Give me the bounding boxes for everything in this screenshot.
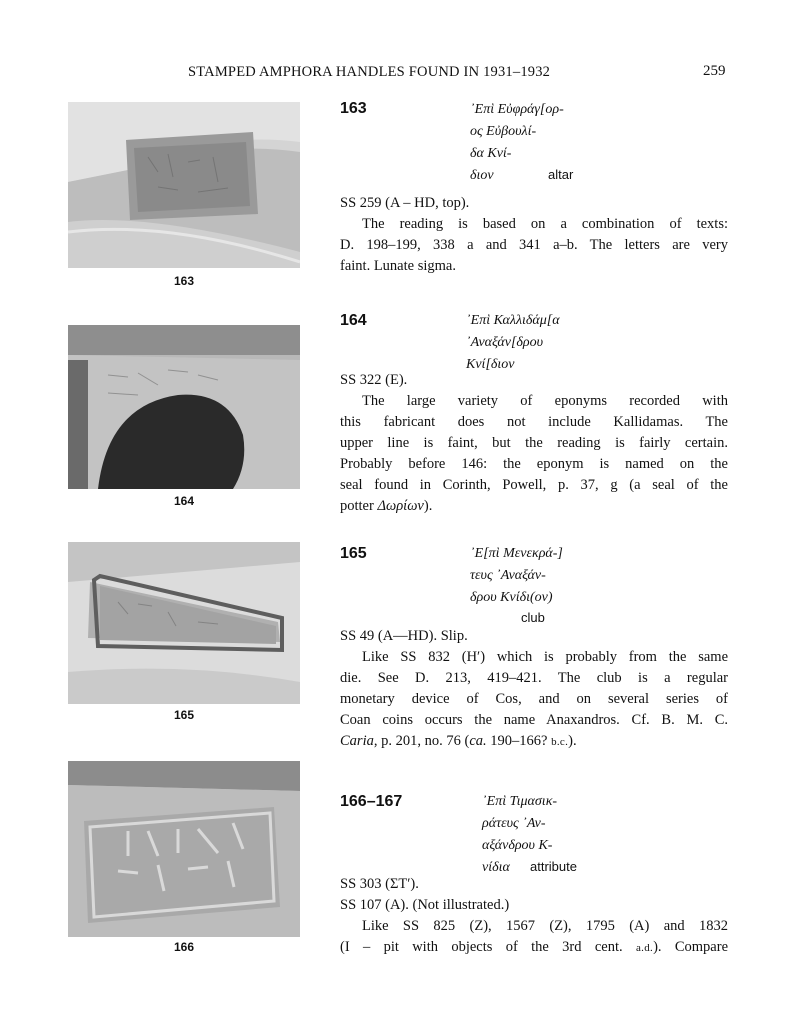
entry-number: 164 xyxy=(340,312,367,329)
body-line: Like SS 832 (H′) which is probably from the same xyxy=(362,649,728,665)
photo-166 xyxy=(68,761,300,937)
body-line: (I – pit with objects of the 3rd cent. a.d.). Compare xyxy=(340,939,728,955)
figure-caption: 166 xyxy=(173,940,195,954)
entry-number: 166–167 xyxy=(340,793,403,810)
body-line: SS 259 (A – HD, top). xyxy=(340,195,470,211)
body-line: Caria, p. 201, no. 76 (ca. 190–166? b.c.). xyxy=(340,733,577,749)
body-line: upper line is faint, but the reading is fairly certain. xyxy=(340,435,728,451)
body-line: faint. Lunate sigma. xyxy=(340,258,456,274)
symbol-label: club xyxy=(521,610,545,625)
page-number: 259 xyxy=(703,63,726,79)
body-line: Like SS 825 (Z), 1567 (Z), 1795 (A) and 1832 xyxy=(362,918,728,934)
body-line: this fabricant does not include Kallidamas. The xyxy=(340,414,728,430)
body-line: Probably before 146: the eponym is named on the xyxy=(340,456,728,472)
figure-caption: 165 xyxy=(173,708,195,722)
body-line: The large variety of eponyms recorded with xyxy=(362,393,728,409)
photo-165 xyxy=(68,542,300,704)
body-line: D. 198–199, 338 a and 341 a–b. The letters are very xyxy=(340,237,728,253)
figure-caption: 163 xyxy=(173,274,195,288)
photo-164 xyxy=(68,325,300,489)
photo-163 xyxy=(68,102,300,268)
body-line: SS 322 (E). xyxy=(340,372,408,388)
greek-line: δρου Κνίδι(ον) xyxy=(470,590,553,605)
greek-line: ᾿Ε[πὶ Μενεκρά-] xyxy=(470,546,563,561)
body-line: SS 303 (ΣΤ′). xyxy=(340,876,419,892)
stamped-handle-photo-163 xyxy=(68,102,300,268)
greek-line: ᾿Αναξάν[δρου xyxy=(466,335,544,350)
body-line: SS 107 (A). (Not illustrated.) xyxy=(340,897,510,913)
stamped-handle-photo-164 xyxy=(68,325,300,489)
greek-line: τευς ᾿Αναξάν- xyxy=(470,568,546,583)
body-line: monetary device of Cos, and on several series of xyxy=(340,691,728,707)
greek-line: ος Εὐβουλί- xyxy=(470,124,537,139)
greek-line: ᾿Επὶ Καλλιδάμ[α xyxy=(466,313,560,328)
body-line: potter Δωρίων). xyxy=(340,498,433,514)
greek-line: ᾿Επὶ Τιμασικ- xyxy=(482,794,558,809)
greek-line: δα Κνί- xyxy=(470,146,512,161)
entry-number: 165 xyxy=(340,545,367,562)
entry-number: 163 xyxy=(340,100,367,117)
greek-line: νίδια xyxy=(482,860,510,875)
figure-caption: 164 xyxy=(173,494,195,508)
running-header-title: STAMPED AMPHORA HANDLES FOUND IN 1931–1932 xyxy=(188,64,551,80)
greek-line: διον xyxy=(470,168,494,183)
stamped-handle-photo-165 xyxy=(68,542,300,704)
greek-line: ράτευς ᾿Αν- xyxy=(482,816,546,831)
body-line: Coan coins occurs the name Anaxandros. Cf. B. M. C. xyxy=(340,712,728,728)
greek-line: ᾿Επὶ Εὐφράγ[ορ- xyxy=(470,102,564,117)
body-line: The reading is based on a combination of texts: xyxy=(362,216,728,232)
body-line: seal found in Corinth, Powell, p. 37, g (a seal of the xyxy=(340,477,728,493)
greek-line: αξάνδρου Κ- xyxy=(482,838,553,853)
body-line: SS 49 (A—HD). Slip. xyxy=(340,628,468,644)
stamped-handle-photo-166 xyxy=(68,761,300,937)
greek-line: Κνί[διον xyxy=(466,357,515,372)
body-line: die. See D. 213, 419–421. The club is a regular xyxy=(340,670,728,686)
symbol-label: attribute xyxy=(530,859,577,874)
symbol-label: altar xyxy=(548,167,574,182)
